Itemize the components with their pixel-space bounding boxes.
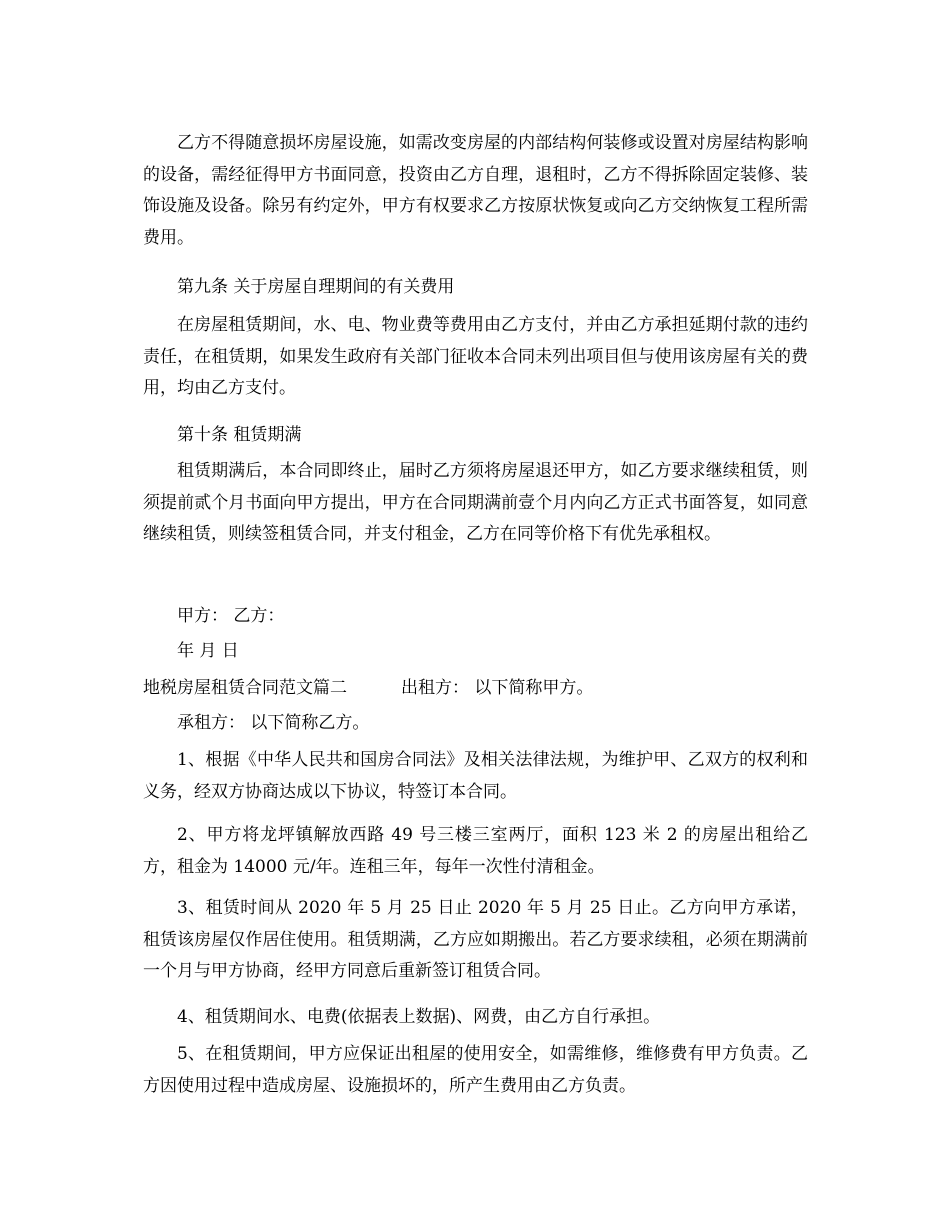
heading-article-10: 第十条 租赁期满 xyxy=(177,425,302,445)
paragraph-fees: 在房屋租赁期间，水、电、物业费等费用由乙方支付，并由乙方承担延期付款的违约责任，在租赁期，如果发生政府有关部门征收本合同未列出项目但与使用该房屋有关的费用，均由乙方支付。 xyxy=(143,315,808,398)
clause-3: 3、租赁时间从 2020 年 5 月 25 日止 2020 年 5 月 25 日止。乙方向甲方承诺，租赁该房屋仅作居住使用。租赁期满，乙方应如期搬出。若乙方要求续租，必须在期满前一个月与甲方协商，经甲方同意后重新签订租赁合同。 xyxy=(143,898,808,981)
clause-4: 4、租赁期间水、电费(依据表上数据)、网费，由乙方自行承担。 xyxy=(177,1007,661,1027)
lessor-line: 出租方： 以下简称甲方。 xyxy=(401,678,594,698)
lessee-line: 承租方： 以下简称乙方。 xyxy=(177,713,370,733)
clause-5: 5、在租赁期间，甲方应保证出租屋的使用安全，如需维修，维修费有甲方负责。乙方因使用过程中造成房屋、设施损坏的，所产生费用由乙方负责。 xyxy=(143,1044,808,1096)
paragraph-lease-expiry: 租赁期满后，本合同即终止，届时乙方须将房屋退还甲方，如乙方要求继续租赁，则须提前贰个月书面向甲方提出，甲方在合同期满前壹个月内向乙方正式书面答复，如同意继续租赁，则续签租赁合同，并支付租金，乙方在同等价格下有优先承租权。 xyxy=(143,461,808,544)
signature-line: 甲方： 乙方： xyxy=(177,606,285,626)
paragraph-facilities: 乙方不得随意损坏房屋设施，如需改变房屋的内部结构何装修或设置对房屋结构影响的设备，需经征得甲方书面同意，投资由乙方自理，退租时，乙方不得拆除固定装修、装饰设施及设备。除另有约定外，甲方有权要求乙方按原状恢复或向乙方交纳恢复工程所需费用。 xyxy=(143,133,808,248)
clause-1: 1、根据《中华人民共和国房合同法》及相关法律法规，为维护甲、乙双方的权利和义务，经双方协商达成以下协议，特签订本合同。 xyxy=(143,750,808,802)
section-title: 地税房屋租赁合同范文篇二 xyxy=(143,678,347,698)
clause-2: 2、甲方将龙坪镇解放西路 49 号三楼三室两厅，面积 123 米 2 的房屋出租给乙方，租金为 14000 元/年。连租三年，每年一次性付清租金。 xyxy=(143,825,808,877)
date-line: 年 月 日 xyxy=(177,641,239,661)
heading-article-9: 第九条 关于房屋自理期间的有关费用 xyxy=(177,277,455,297)
